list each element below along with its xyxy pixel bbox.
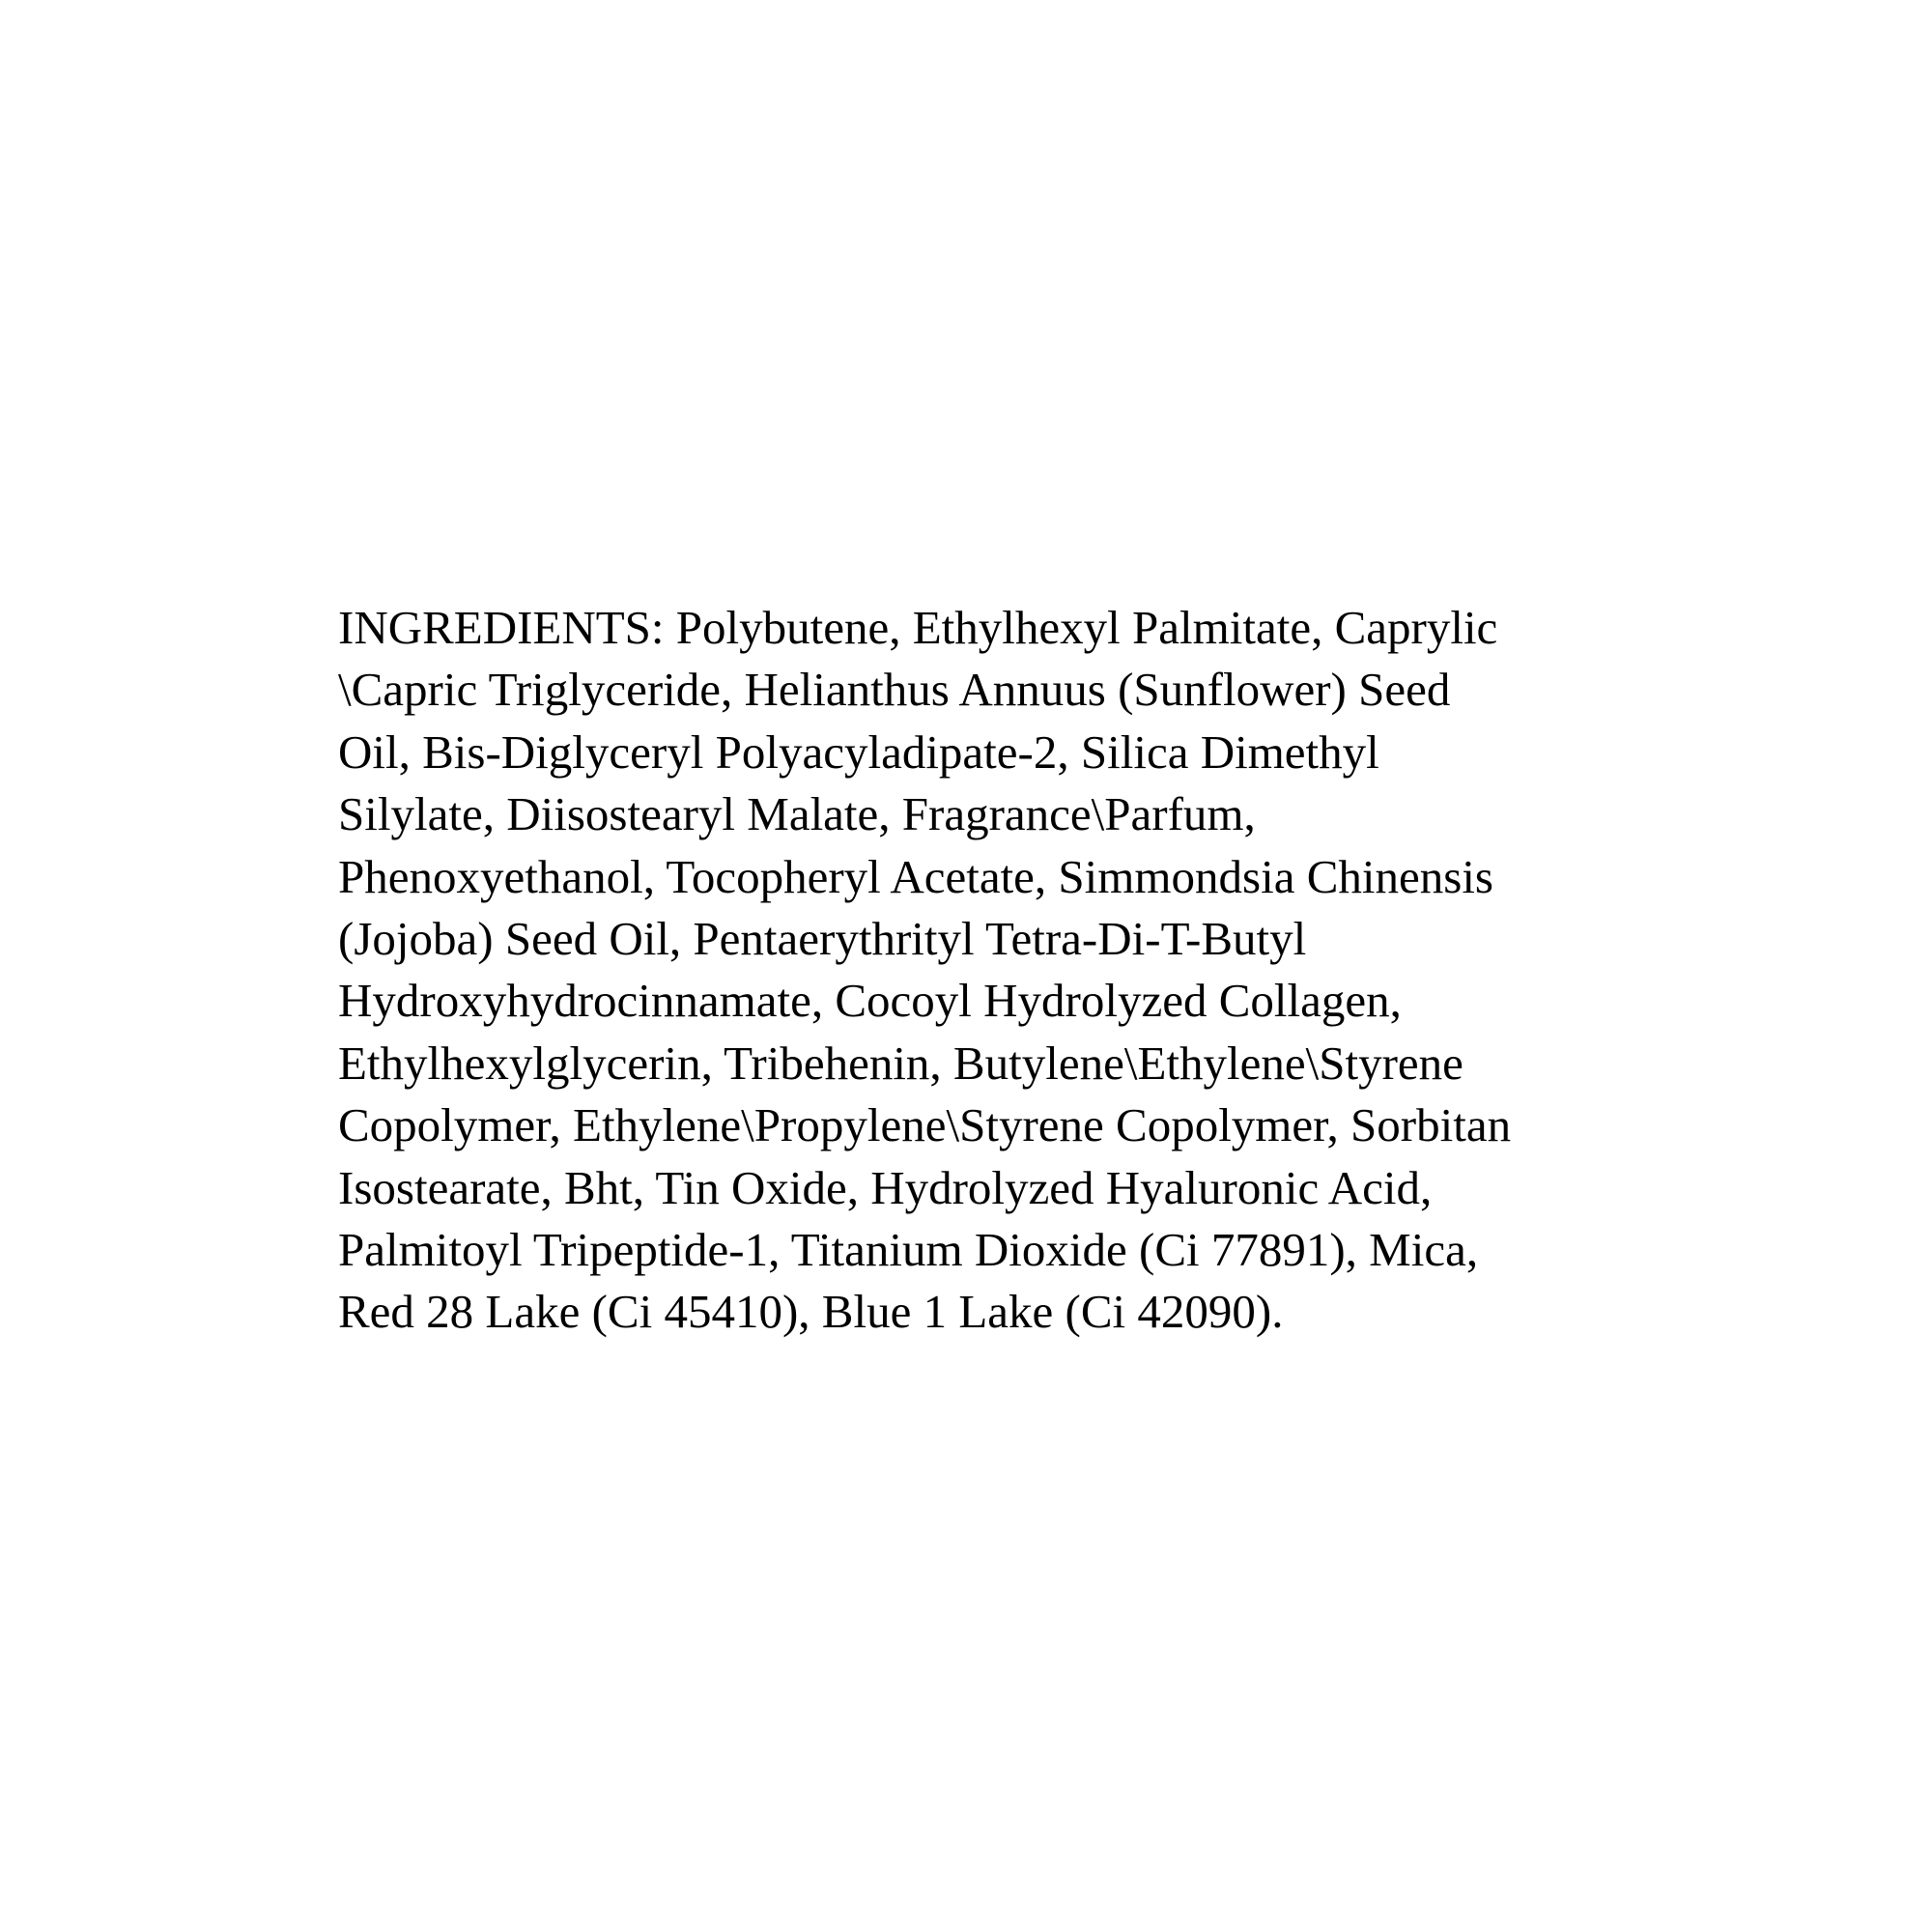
ingredients-line: (Jojoba) Seed Oil, Pentaerythrityl Tetra-Di-T-Butyl (338, 912, 1307, 966)
ingredients-line: INGREDIENTS: Polybutene, Ethylhexyl Palmitate, Caprylic (338, 601, 1498, 654)
ingredients-text (338, 597, 1671, 1344)
ingredients-line: \Capric Triglyceride, Helianthus Annuus (Sunflower) Seed (338, 663, 1451, 717)
ingredients-line: Phenoxyethanol, Tocopheryl Acetate, Simmondsia Chinensis (338, 849, 1494, 903)
ingredients-line: Isostearate, Bht, Tin Oxide, Hydrolyzed Hyaluronic Acid, (338, 1160, 1433, 1214)
ingredients-line: Oil, Bis-Diglyceryl Polyacyladipate-2, Silica Dimethyl (338, 724, 1379, 779)
ingredients-line: Silylate, Diisostearyl Malate, Fragrance\Parfum, (338, 787, 1256, 841)
ingredients-line: Palmitoyl Tripeptide-1, Titanium Dioxide (Ci 77891), Mica, (338, 1223, 1479, 1277)
ingredients-line: Copolymer, Ethylene\Propylene\Styrene Copolymer, Sorbitan (338, 1098, 1512, 1152)
ingredients-line: Red 28 Lake (Ci 45410), Blue 1 Lake (Ci 42090). (338, 1285, 1284, 1339)
ingredients-line: Hydroxyhydrocinnamate, Cocoyl Hydrolyzed Collagen, (338, 974, 1402, 1028)
ingredients-line: Ethylhexylglycerin, Tribehenin, Butylene\Ethylene\Styrene (338, 1036, 1463, 1090)
